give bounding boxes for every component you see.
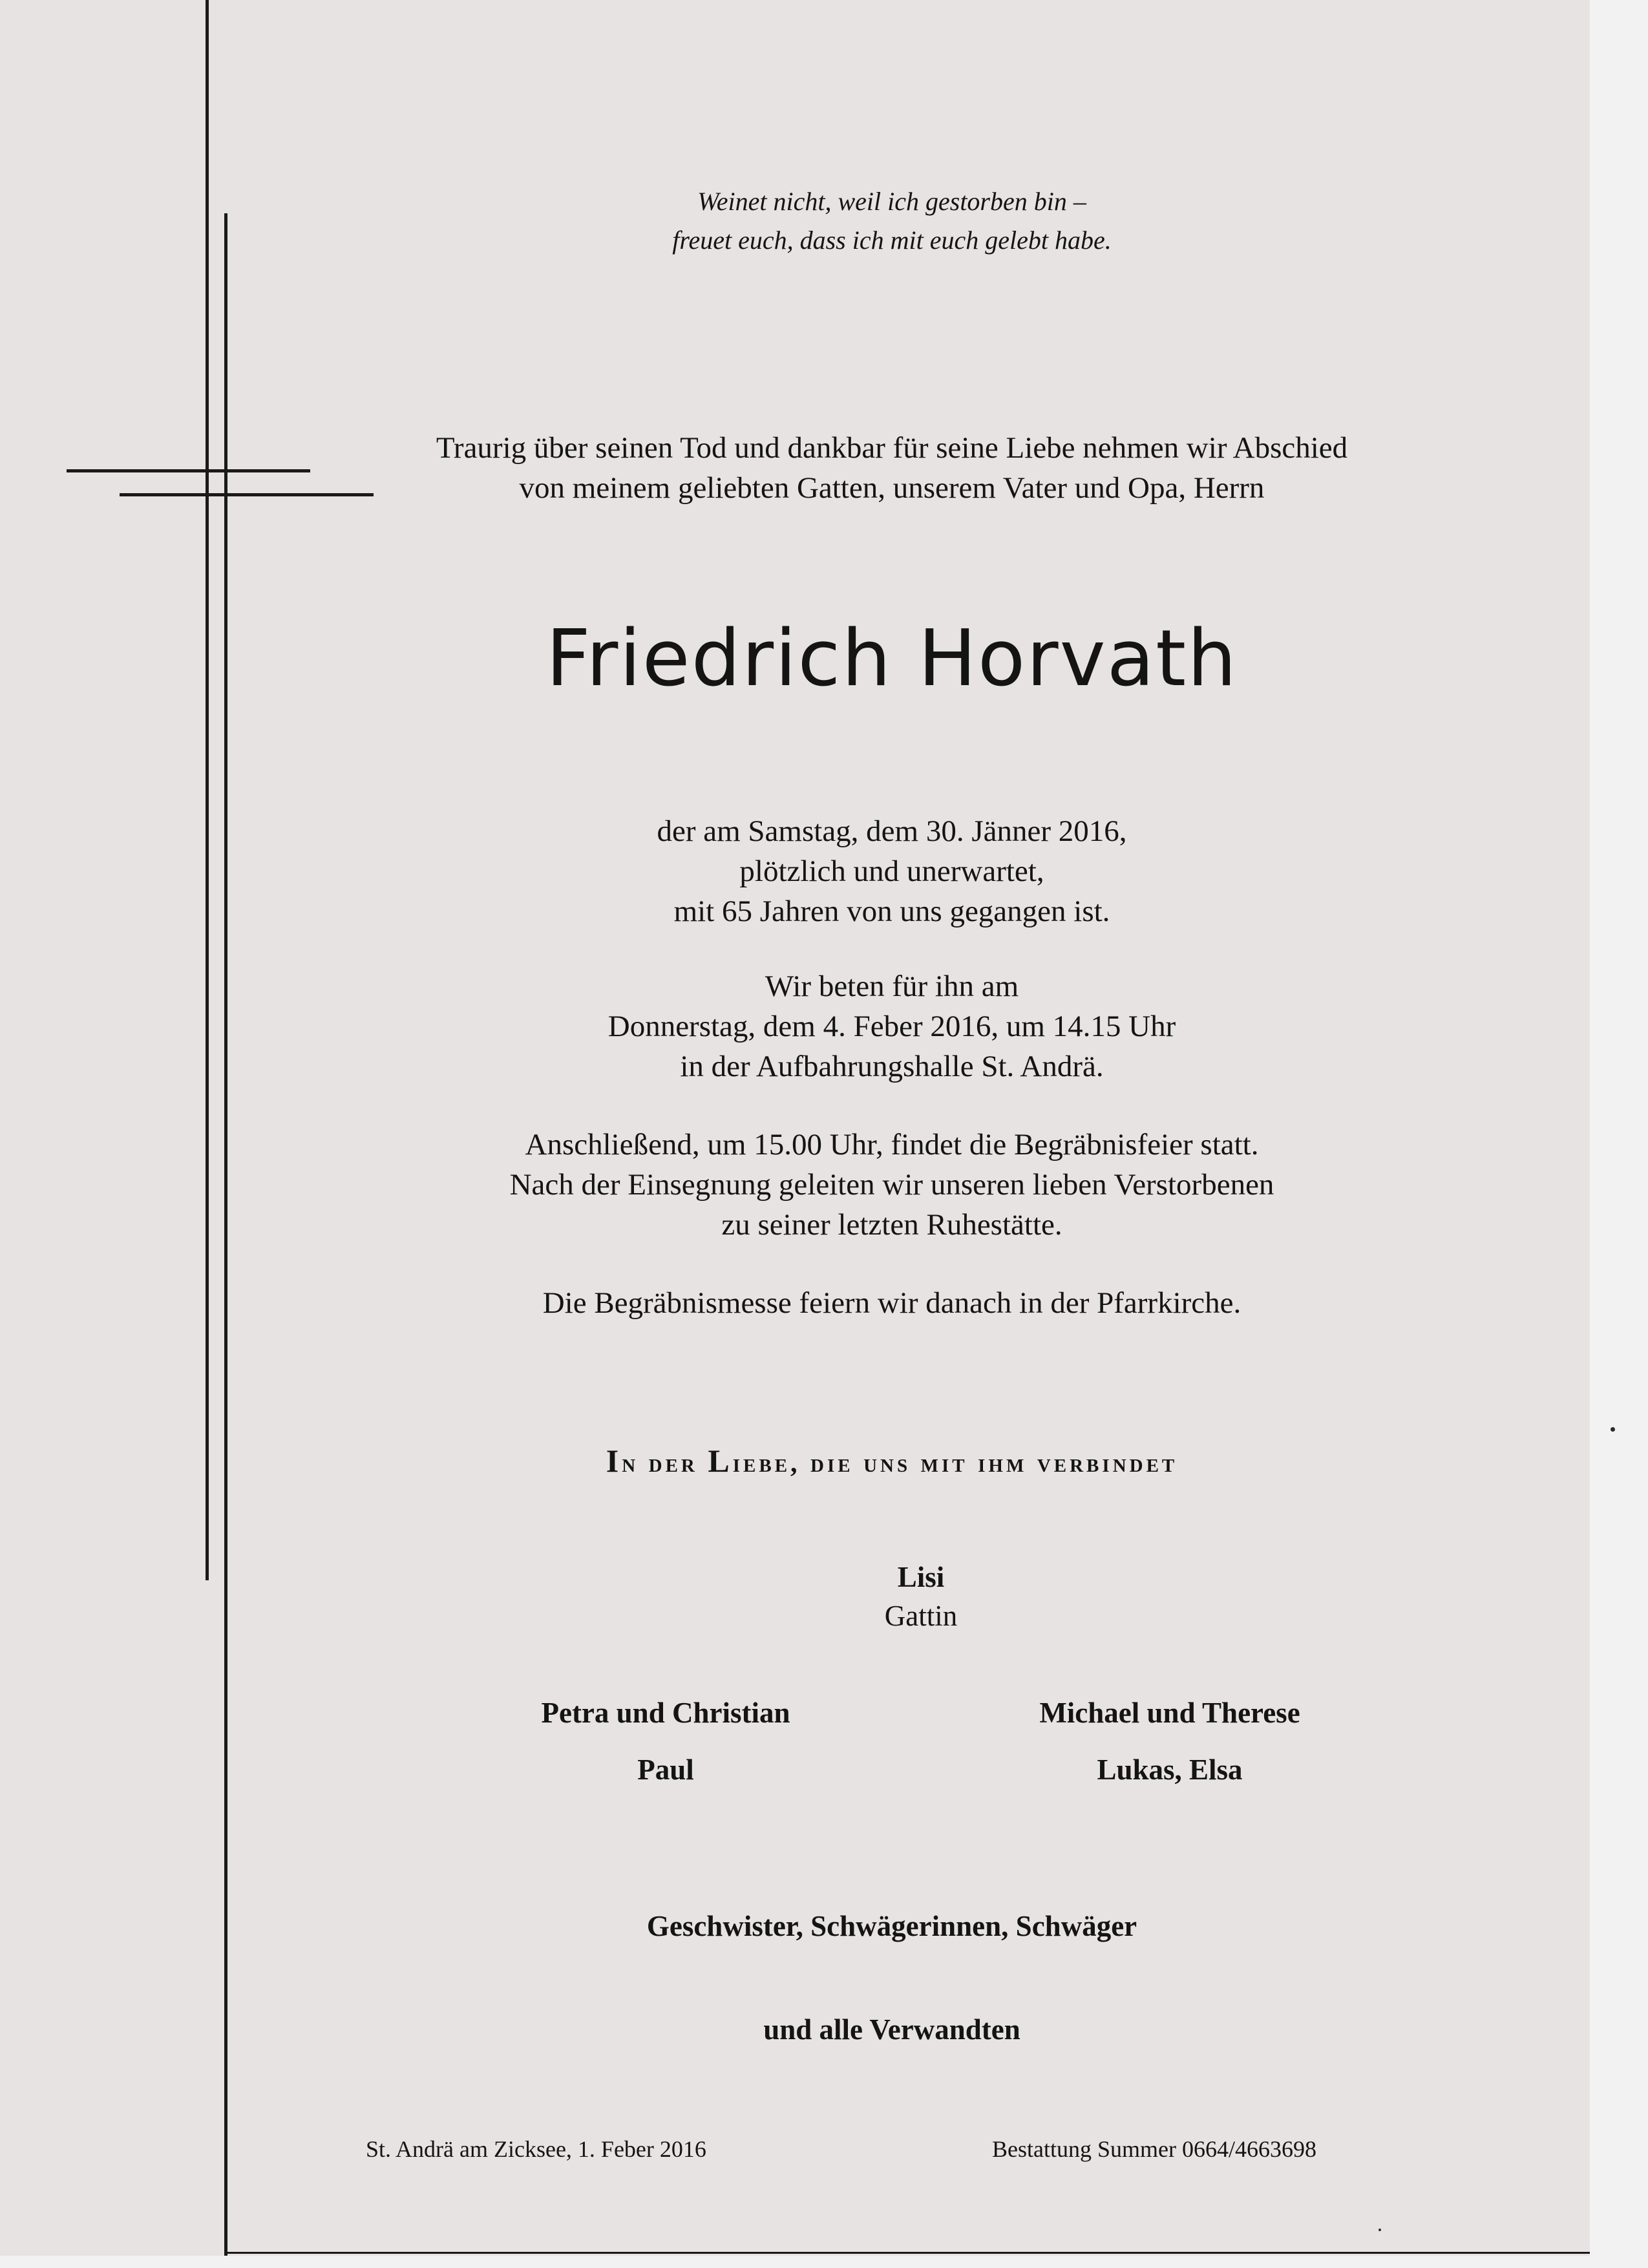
- death-notice-line-2: plötzlich und unerwartet,: [739, 854, 1044, 888]
- spouse-name: Lisi: [897, 1561, 945, 1593]
- funeral-line-1: Anschließend, um 15.00 Uhr, findet die Begräbnisfeier statt.: [525, 1128, 1259, 1161]
- footer-place-date: St. Andrä am Zicksee, 1. Feber 2016: [366, 2136, 706, 2162]
- family-left-line-2: Paul: [637, 1754, 694, 1786]
- prayer-line-1: Wir beten für ihn am: [765, 970, 1019, 1003]
- dedication-heading: [194, 1441, 1590, 1483]
- relatives-entry: und alle Verwandten: [763, 2013, 1020, 2046]
- bottom-border-line: [226, 2252, 1590, 2254]
- intro-line-1: Traurig über seinen Tod und dankbar für seine Liebe nehmen wir Abschied: [436, 431, 1348, 465]
- scan-speck: [1379, 2229, 1381, 2231]
- death-notice-line-3: mit 65 Jahren von uns gegangen ist.: [673, 895, 1110, 928]
- intro-text: [194, 428, 1590, 508]
- spouse-entry: [792, 1558, 1050, 1635]
- funeral-line-2: Nach der Einsegnung geleiten wir unseren lieben Verstorbenen: [509, 1168, 1274, 1202]
- death-notice-line-1: der am Samstag, dem 30. Jänner 2016,: [657, 814, 1127, 848]
- mass-info: Die Begräbnismesse feiern wir danach in der Pfarrkirche.: [542, 1286, 1241, 1320]
- siblings-entry: Geschwister, Schwägerinnen, Schwäger: [646, 1910, 1137, 1942]
- funeral-line-3: zu seiner letzten Ruhestätte.: [721, 1208, 1062, 1242]
- family-right-line-2: Lukas, Elsa: [1097, 1754, 1243, 1786]
- footer-undertaker: Bestattung Summer 0664/4663698: [992, 2136, 1316, 2162]
- family-left: [472, 1693, 860, 1789]
- scan-edge-bottom: [0, 2256, 1648, 2268]
- motto-line-1: Weinet nicht, weil ich gestorben bin –: [697, 187, 1086, 216]
- family-left-line-1: Petra und Christian: [541, 1697, 790, 1729]
- intro-line-2: von meinem geliebten Gatten, unserem Vater und Opa, Herrn: [519, 471, 1265, 505]
- dedication-initial-1: I: [606, 1443, 622, 1479]
- motto-line-2: freuet euch, dass ich mit euch gelebt habe.: [672, 226, 1112, 255]
- death-notice: [194, 811, 1590, 931]
- dedication-rest-1: n der: [622, 1448, 708, 1478]
- scan-speck: [1611, 1427, 1615, 1432]
- dedication-initial-2: L: [708, 1443, 733, 1479]
- scan-edge-right: [1590, 0, 1648, 2268]
- dedication-rest-2: iebe, die uns mit ihm verbindet: [732, 1448, 1178, 1478]
- motto: [194, 182, 1590, 260]
- funeral-info: [194, 1125, 1590, 1245]
- deceased-name: Friedrich Horvath: [545, 614, 1238, 704]
- spouse-role: Gattin: [884, 1600, 958, 1632]
- prayer-line-2: Donnerstag, dem 4. Feber 2016, um 14.15 Uhr: [607, 1010, 1176, 1043]
- prayer-line-3: in der Aufbahrungshalle St. Andrä.: [680, 1050, 1104, 1083]
- prayer-info: [194, 966, 1590, 1086]
- family-right-line-1: Michael und Therese: [1039, 1697, 1300, 1729]
- family-right: [944, 1693, 1396, 1789]
